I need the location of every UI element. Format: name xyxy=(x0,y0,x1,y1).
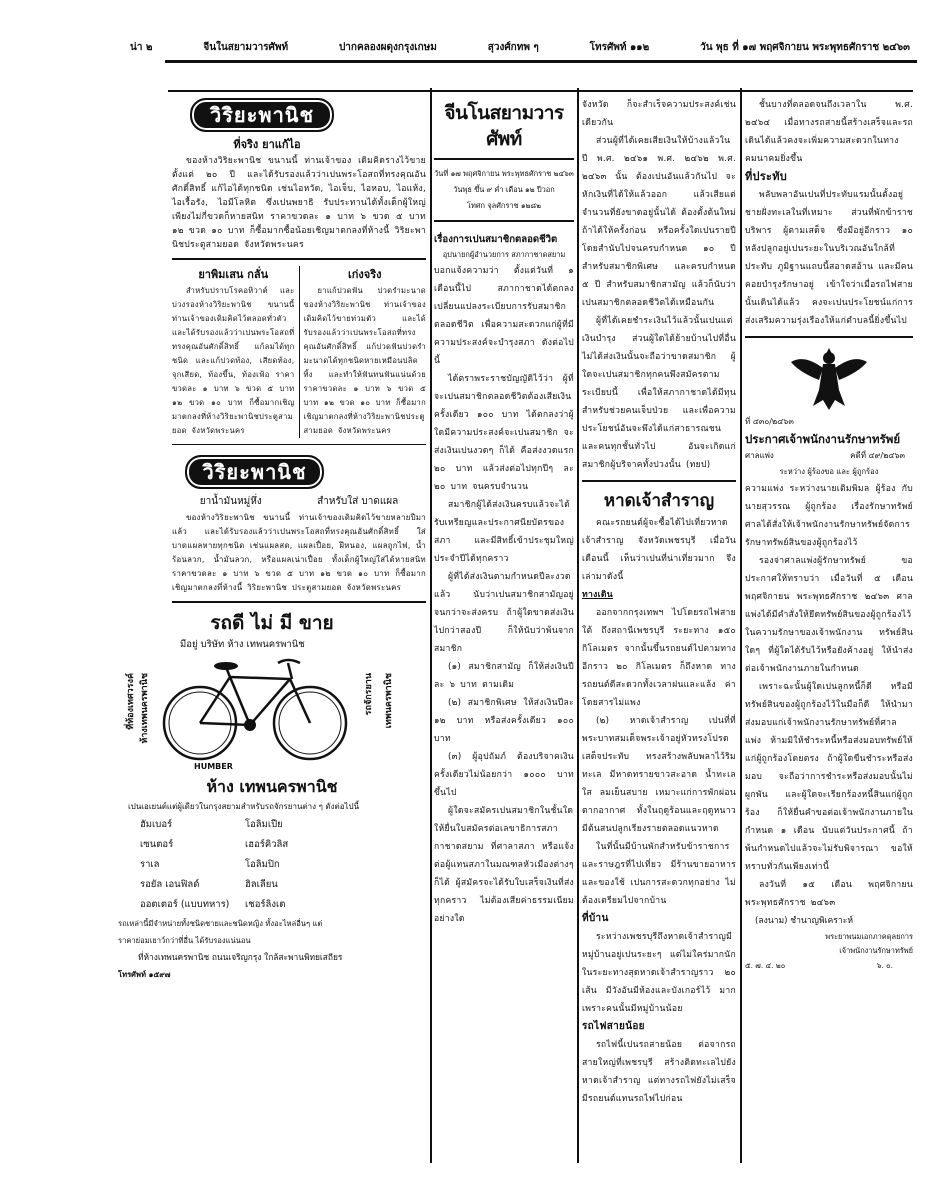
brand-item: เซนตอร์ xyxy=(140,838,174,850)
viriya-logo: วิริยะพานิช xyxy=(185,455,324,489)
brand-item: ฮิลเลียน xyxy=(245,878,278,890)
paragraph: ความแพ่ง ระหว่างนายเติมพิมล ผู้ร้อง กับนายสุวรรณ ผู้ถูกร้อง เรื่องรักษาทรัพย์ ศาลได้สั่งให้เจ้าพนักงานรักษาทรัพย์จัดการรักษาทรัพย์สินของผู้ถูกร้องไว้ xyxy=(745,483,913,548)
paragraph: ส่วนผู้ที่ได้เคยเสียเงินให้บ้างแล้วในปี พ.ศ. ๒๔๖๑ พ.ศ. ๒๔๖๒ พ.ศ. ๒๔๖๓ นั้น ต้องเปนอันแล้วกันไป จะหักเงินที่ได้ให้แล้วออก แล้วเสียแต่จำนวนที่ยังขาดอยู่นั้นได้ ต้องตั้งต้นใหม่ ถ้าได้ให้ครั้งก่อน หรือครั้งใดเปนรายปีโดยสำนับไปจนครบกำหนด ๑๐ ปี สำหรับสมาชิกพิเศษ และครบกำหนด ๕ ปี สำหรับสมาชิกสามัญ แล้วก็นับว่าเปนสมาชิกตลอดชีวิตได้เหมือนกัน xyxy=(582,136,736,308)
page-number: น่า ๒ xyxy=(130,42,153,53)
section-heading: หาดเจ้าสำราญ xyxy=(603,490,715,511)
paragraph: ระหว่างเพชรบุรีถึงหาดเจ้าสำราญมีหมู่บ้านอยู่เปนระยะๆ แต่ไม่ใคร่มากนัก ในระยะทางสุดหาดเจ้าสำราญราว ๒๐ เส้น มีวังอันมีห้องและบังเกอร์ไว้ มาก เพราะคนนั้นมีหมู่บ้านน้อย xyxy=(582,931,736,1014)
ad-divider xyxy=(172,258,426,260)
brand-item: เฮอร์คิวลิส xyxy=(245,838,289,850)
brand-lists xyxy=(140,815,426,915)
subheading: รถไฟสายน้อย xyxy=(582,1020,645,1032)
brand-item: โอลิมปิก xyxy=(245,858,280,870)
side-text: ที่ท้องเทศวรงค์ xyxy=(126,672,136,730)
ad-divider xyxy=(172,444,426,446)
paragraph: (๓) ผู้อุปถัมภ์ ต้องบริจาคเงินครั้งเดียวไม่น้อยกว่า ๑๐๐๐ บาท ขึ้นไป xyxy=(434,752,574,798)
paragraph: สมาชิกผู้ได้ส่งเงินครบแล้วจะได้รับเหรียญและประกาศนียบัตรของสภา และมีสิทธิ์เข้าประชุมใหญ่ประจำปีได้ทุกคราว xyxy=(434,500,574,564)
side-text: รถจักรยาน xyxy=(364,672,374,715)
header-rule xyxy=(165,60,917,63)
brand-list-left xyxy=(140,815,245,915)
signer-title: พระยาพนมเอกภาคดุลยการ xyxy=(825,931,913,941)
ad-subtitle: ที่จริง ยาแก้ไอ xyxy=(233,138,301,151)
bike-brand-label: HUMBER xyxy=(194,761,233,771)
paragraph: (๒) สมาชิกพิเศษ ให้ส่งเงินปีละ ๑๒ บาท หรือส่งครั้งเดียว ๑๐๐ บาท xyxy=(434,698,574,744)
garuda-emblem-icon xyxy=(789,344,869,414)
notice-title: ประกาศเจ้าพนักงานรักษาทรัพย์ xyxy=(745,431,901,446)
paragraph: รถไฟนี้เปนรถสายน้อย ต่อจากรถสายใหญ่ที่เพชรบุรี สร้างติดทะเลไปยังหาดเจ้าสำราญ แต่ทางรถไฟยังไม่เสร็จ มีรถยนต์แทนรถไฟไปก่อน xyxy=(582,1039,736,1104)
brand-item: โอลิมเปีย xyxy=(245,818,283,830)
ad-body: ของห้างวิริยะพานิช ขนานนี้ ท่านเจ้าของเดิมคิดไว้ขายหลายปีมาแล้ว และได้รับรองแล้วว่าเปนพระโอสถที่ทรงคุณอันศักดิ์สิทธิ์ ใส่บาดแผลหายทุกชนิด เช่นแผลสด, แผลเปื่อย, ฝีหนอง, แผลถูกไฟ, น้ำร้อนลวก, น้ำมันลวก, หรือแผลเน่าเปื่อย ทั้งเด็กผู้ใหญ่ใส่ได้หายสนิท ราคาขวดละ ๑ บาท ๖ ขวด ๕ บาท ๑๒ ขวด ๑๐ บาท ก็ซื้อมากเชิญมาตกลงที่ห้างนี้ วิริยะพานิช ประตูสามยอด จังหวัดพระนคร xyxy=(172,513,426,592)
small-ads xyxy=(172,266,426,438)
box-right xyxy=(299,266,427,438)
paragraph: เพราะฉะนั้นผู้ใดเปนลูกหนี้ก็ดี หรือมีทรัพย์สินของผู้ถูกร้องไว้ในมือก็ดี ให้นำมาส่งมอบแก่เจ้าพนักงานรักษาทรัพย์ที่ศาลแพ่ง ห้ามมิให้ชำระหนี้หรือส่งมอบทรัพย์ให้แก่ผู้ถูกร้องโดยตรง ถ้าผู้ใดขืนชำระหรือส่งมอบ จะถือว่าการชำระหรือส่งมอบนั้นไม่ผูกพัน และผู้ใดจะเรียกร้องหนี้สินแก่ผู้ถูกร้อง ก็ให้ยื่นคำขอต่อเจ้าพนักงานภายในกำหนด ๑ เดือน นับแต่วันประกาศนี้ ถ้าพ้นกำหนดไปแล้วจะไม่รับพิจารณา ขอให้ทราบทั่วกันเพียงเท่านี้ xyxy=(745,681,913,872)
date-line: วันพุธ ขึ้น ๙ ค่ำ เดือน ๑๒ ปีวอก xyxy=(453,185,555,194)
closing-line: รถเหล่านี้มีจำหน่ายทั้งชนิดชายและชนิดหญิง ทั้งอะไหล่อื่นๆ แต่ xyxy=(118,918,323,928)
article-body xyxy=(434,262,574,928)
brand-item: เชอร์ลิงเต xyxy=(245,898,286,910)
paragraph: ผู้ที่ได้ส่งเงินตามกำหนดปีละงวดแล้ว นับว่าเปนสมาชิกสามัญอยู่จนกว่าจะส่งครบ ถ้าผู้ใดขาดส่งเงินไปกว่าสองปี ก็ให้นับว่าพ้นจากสมาชิก xyxy=(434,572,574,654)
case-number: คดีที่ ๔๙/๒๔๖๓ xyxy=(850,450,905,460)
footer-code: ๖. ๐. xyxy=(876,960,893,970)
subheading: ที่ประทับ xyxy=(745,170,788,183)
page-header xyxy=(130,40,910,58)
column-divider xyxy=(430,88,432,1163)
paragraph: ลงวันที่ ๑๕ เดือน พฤศจิกายน พระพุทธศักราช ๒๔๖๓ xyxy=(745,879,913,908)
shop-name: ห้าง เทพนครพานิช xyxy=(206,776,338,796)
brand-item: ออตเตอร์ (แบบทหาร) xyxy=(140,898,230,910)
legal-notice xyxy=(745,414,913,974)
column-1 xyxy=(118,96,426,983)
subheading: ที่บ้าน xyxy=(582,912,609,924)
notice-number: ที่ ๔๓๐/๒๔๖๓ xyxy=(745,416,794,426)
paragraph: (๒) หาดเจ้าสำราญ เปนที่ที่พระบาทสมเด็จพระเจ้าอยู่หัวทรงโปรดเสด็จประทับ ทรงสร้างพลับพลาไว้ริมทะเล มีหาดทรายขาวสะอาด น้ำทะเลใส ลมเย็นสบาย เหมาะแก่การพักผ่อน ตากอากาศ ทั้งในฤดูร้อนและฤดูหนาว มีต้นสนปลูกเรียงรายตลอดแนวหาด xyxy=(582,715,736,834)
column-3 xyxy=(582,96,736,1108)
issue-date: วัน พุธ ที่ ๑๗ พฤศจิกายน พระพุทธศักราช ๒๔๖๓ xyxy=(700,42,910,53)
section-rule xyxy=(582,480,736,482)
masthead-rule xyxy=(434,158,574,160)
paragraph: ผู้ที่ได้เคยชำระเงินไว้แล้วนั้นเปนแต่เงินบำรุง ส่วนผู้ใดได้ย้ายบ้านไปที่อื่น ไม่ได้ส่งเงินนั้นจะถือว่าขาดสมาชิก ผู้ใดจะเปนสมาชิกทุกคนพึงสมัครตามระเบียบนี้ เพื่อให้สภากาชาดได้มีทุนสำหรับช่วยคนเจ็บป่วย และเพื่อความประโยชน์อันจะพึงได้แก่สาธารณชน และคนทุกชั้นทั่วไป อันจะเกิดแก่สมาชิกผู้บริจาคทั้งปวงนั้น (ทยป) xyxy=(582,316,736,470)
bike-ad-subtitle: มีอยู่ บริษัท ห้าง เทพนครพานิช xyxy=(180,638,305,650)
ad-body: ของห้างวิริยะพานิช ขนานนี้ ท่านเจ้าของ เดิมคิดรางไว้ขายตั้งแต่ ๒๐ ปี และได้รับรองแล้วว่าเปนพระโอสถที่ทรงคุณอันศักดิ์สิทธิ์ แก้ไอได้ทุกชนิด เช่นไอหวัด, ไอเจ็บ, ไอหอบ, ไอแห้ง, ไอเรื้อรัง, ไอมีโลหิต ซึ่งเปนพยาธิ รับประทานได้ทั้งเด็กผู้ใหญ่ เพียงไม่กี่ขวดก็หายสนิท ราคาขวดละ ๑ บาท ๖ ขวด ๕ บาท ๑๒ ขวด ๑๐ บาท ก็ซื้อมากซื้อน้อยเชิญมาตกลงที่ห้างนี้ วิริยะพานิชประตูสามยอด จังหวัดพระนคร xyxy=(172,156,426,250)
side-text: เทพนครพานิช xyxy=(384,672,394,728)
signer-role: เจ้าพนักงานรักษาทรัพย์ xyxy=(839,945,913,955)
masthead-date xyxy=(434,166,574,214)
box-title: เก่งจริง xyxy=(347,267,382,281)
paragraph: (๑) สมาชิกสามัญ ก็ให้ส่งเงินปีละ ๖ บาท ตามเดิม xyxy=(434,662,574,690)
paragraph: คณะรถยนต์ผู้จะซื้อได้ไปเที่ยวหาดเจ้าสำราญ จังหวัดเพชรบุรี เมื่อวันเดือนนี้ เห็นว่าเปนที่น่าเที่ยวมาก จึงเล่ามาดังนี้ xyxy=(582,517,736,582)
ad-subtitle xyxy=(172,493,426,511)
paragraph: บอกแจ้งความว่า ตั้งแต่วันที่ ๑ เดือนนี้ไป สภากาชาดได้ตกลงเปลี่ยนแปลงระเบียบการรับสมาชิกตลอดชีวิต เพื่อความสะดวกแก่ผู้ที่มีความประสงค์จะบำรุงสภา ดังต่อไปนี้ xyxy=(434,266,574,366)
brand-item: รอยัล เอนฟิลด์ xyxy=(140,878,200,890)
bike-ad-closing xyxy=(118,915,426,983)
box-body: ยาแก้ปวดฟัน ปวดรำมะนาด ของห้างวิริยะพานิช ท่านเจ้าของเดิมคิดไว้ขายท่วมตัว และได้รับรองแล้วว่าเปนพระโอสถที่ทรงคุณอันศักดิ์สิทธิ์ แก้ปวดฟันปวดรำมะนาดได้ทุกชนิดหายเหมือนปลิดทิ้ง และทำให้ฟันทนฟันแน่นด้วย ราคาขวดละ ๑ บาท ๖ ขวด ๕ บาท ๑๒ ขวด ๑๐ บาท ก็ซื้อมากเชิญมาตกลงที่ห้างวิริยะพานิชประตูสามยอด จังหวัดพระนคร xyxy=(303,285,426,435)
side-text: ห้างเทพนครพานิช xyxy=(140,672,150,744)
paragraph: ผู้ใดจะสมัครเปนสมาชิกในชั้นใด ให้ยื่นใบสมัครต่อเลขาธิการสภากาชาดสยาม ที่ศาลาสภา หรือแจ้งต่อผู้แทนสภาในมณฑลหัวเมืองต่างๆ ก็ได้ ผู้สมัครจะได้รับใบเสร็จเงินที่ส่งทุกคราว ไม่ต้องเสียค่าธรรมเนียมอย่างใด xyxy=(434,806,574,924)
bike-ad-intro: เปนเอเยนต์แต่ผู้เดียวในกรุงสยามสำหรับรถจักรยานต่าง ๆ ดังต่อไปนี้ xyxy=(128,801,360,811)
ad-subtitle-right: สำหรับใส่ บาดแผล xyxy=(317,496,399,507)
paragraph: ได้ตราพระราชบัญญัติไว้ว่า ผู้ที่จะเปนสมาชิกตลอดชีวิตต้องเสียเงินครั้งเดียว ๑๐๐ บาท ได้ตกลงว่าผู้ใดมีความประสงค์จะเปนสมาชิก จะส่งเงินเปนงวดๆ ก็ได้ คือส่งงวดแรก ๒๐ บาท แล้วส่งต่อไปทุกปีๆ ละ ๒๐ บาท จนครบจำนวน xyxy=(434,374,574,492)
article-byline: อุปนายกผู้อำนวยการ สภากาชาดสยาม xyxy=(442,250,566,259)
bike-figure xyxy=(126,653,426,775)
column-divider xyxy=(740,88,742,1163)
box-body: สำหรับปราบโรคอหิวาต์ และบ่วงรองห้างวิริยะพานิช ขนานนี้ท่านเจ้าของเดิมคิดไว้ตลอดทั่วตัว และได้รับรองแล้วว่าเปนพระโอสถที่ทรงคุณอันศักดิ์สิทธิ์ แก้ลมได้ทุกชนิด และแก้ปวดท้อง, เสียดท้อง, จุกเสียด, ท้องขึ้น, ท้องเฟ้อ ราคาขวดละ ๑ บาท ๖ ขวด ๕ บาท ๑๒ ขวด ๑๐ บาท ก็ซื้อมากเชิญมาตกลงที่ห้างวิริยะพานิชประตูสามยอด จังหวัดพระนคร xyxy=(172,285,295,435)
column-4 xyxy=(745,96,913,974)
office: สุวงศ์กทพ ๆ xyxy=(487,42,539,53)
brand-item: ฮัมเบอร์ xyxy=(140,818,173,830)
bike-ad-title: รถดี ไม่ มี ขาย xyxy=(210,611,334,634)
signature: (ลงนาม) ชำนาญพิเคราะห์ xyxy=(755,915,854,926)
shop-phone: โทรศัพท์ ๑๕๙๗ xyxy=(118,969,171,979)
shop-address: ที่ห้างเทพนครพานิช ถนนเจริญกรุง ใกล้สะพานพิทยเสถียร xyxy=(138,951,343,962)
case-info xyxy=(745,448,913,464)
brand-item: ราเล xyxy=(140,858,160,870)
closing-line: ราคาย่อมเยาว์กว่าที่อื่น ได้รับรองแน่นอน xyxy=(118,935,251,945)
date-line: วันที่ ๑๗ พฤศจิกายน พระพุทธศักราช ๒๔๖๓ xyxy=(434,169,574,178)
notice-footer xyxy=(745,958,913,974)
ad-subtitle-left: ยาน้ำมันหมู่หึ่ง xyxy=(199,496,262,507)
article-title: เรื่องการเปนสมาชิกตลอดชีวิต xyxy=(434,234,558,245)
masthead-title: จีนโนสยามวารศัพท์ xyxy=(444,102,564,150)
subheading: ทางเดิน xyxy=(582,589,613,600)
top-rule xyxy=(168,90,913,92)
paragraph: ชั้นบางที่ตลอดจนถึงเวลาใน พ.ศ. ๒๔๖๔ เมื่อทางรถสายนี้สร้างเสร็จและรถเดินได้แล้วคงจะเพิ่มความสะดวกในทางคมนาคมยิ่งขึ้น xyxy=(745,100,913,164)
paragraph: ในที่นั้นมีบ้านพักสำหรับข้าราชการและราษฎรที่ไปเที่ยว มีร้านขายอาหาร และของใช้ เปนการสะดวกทุกอย่าง ไม่ต้องเตรียมไปจากบ้าน xyxy=(582,841,736,906)
section-rule xyxy=(745,336,913,338)
paragraph: จังหวัด ก็จะสำเร็จความประสงค์เช่นเดียวกัน xyxy=(582,100,736,128)
footer-code: ๕. ๗. ๔. ๒๐ xyxy=(745,960,786,970)
column-2 xyxy=(434,96,574,928)
box-left xyxy=(172,266,299,438)
column-divider xyxy=(577,88,579,1163)
ad-divider xyxy=(172,601,426,603)
address: ปากคลองผดุงกรุงเกษม xyxy=(338,42,437,53)
paragraph: รองจ่าศาลแพ่งผู้รักษาทรัพย์ ขอประกาศให้ทราบว่า เมื่อวันที่ ๕ เดือน พฤศจิกายน พระพุทธศักราช ๒๔๖๓ ศาลแพ่งได้มีคำสั่งให้ยึดทรัพย์สินของผู้ถูกร้องไว้ในความรักษาของเจ้าพนักงาน ทรัพย์สินใดๆ ที่ผู้ใดได้รับไว้หรือยังค้างอยู่ ให้นำส่งต่อเจ้าพนักงานภายในกำหนด xyxy=(745,555,913,674)
paragraph: พลับพลาอันเปนที่ประทับแรมนั้นตั้งอยู่ชายฝั่งทะเลในที่เหมาะ ส่วนที่พักข้าราชบริพาร ผู้ตามเสด็จ ซึ่งมีอยู่อีกราว ๑๐ หลังปลูกอยู่เปนระยะในบริเวณอันใกล้ที่ประทับ ภูมิฐานแถบนี้สอาดสอ้าน และมีคนคอยบำรุงรักษาอยู่ เข้าใจว่าเมื่อรถไฟสายนั้นเดินได้แล้ว คงจะเปนประโยชน์แก่การส่งเสริมความรุ่งเรืองให้แก่ตำบลนี้ยิ่งขึ้นไป xyxy=(745,190,913,326)
brand-list-right xyxy=(245,815,355,915)
bicycle-illustration xyxy=(160,655,355,765)
phone: โทรศัพท์ ๑๑๒ xyxy=(589,42,650,53)
masthead-rule xyxy=(434,220,574,222)
case-parties: ระหว่าง ผู้ร้องขอ และ ผู้ถูกร้อง xyxy=(779,466,879,476)
viriya-logo: วิริยะพานิช xyxy=(190,98,334,132)
date-line: โทศก จุลศักราช ๑๒๘๒ xyxy=(466,201,541,210)
paragraph: ออกจากกรุงเทพฯ ไปโดยรถไฟสายใต้ ถึงสถานีเพชรบุรี ระยะทาง ๑๕๐ กิโลเมตร จากนั้นขึ้นรถยนต์ไปตามทางอีกราว ๒๐ กิโลเมตร ก็ถึงหาด ทางรถยนต์ดีสะดวกทั้งเวลาฝนและแล้ง ค่าโดยสารไม่แพง xyxy=(582,607,736,708)
court-name: ศาลแพ่ง xyxy=(745,450,774,460)
paper-name: จีนในสยามวารศัพท์ xyxy=(203,42,289,53)
box-title: ยาพิมเสน กลั่น xyxy=(198,267,269,281)
